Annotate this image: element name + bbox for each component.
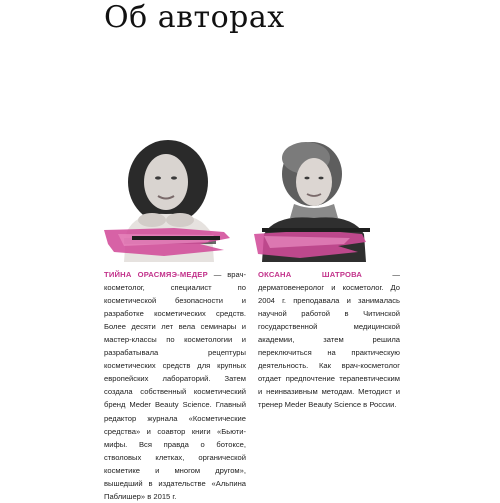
author-bio-orasmyae-meder xyxy=(104,268,246,503)
author-bio-shatrova xyxy=(258,268,400,412)
author-bio-text: — врач-косметолог, специалист по косметической безопасности и разработке косметических средств. Более десяти лет вела семинары и мастер-классы по косметологии и разрабатывала рецептуры косметических средств для крупных европейских лабораторий. Затем создала собственный косметический бренд Meder Beauty Science. Главный редактор журнала «Косметические средства» и соавтор книги «Бьюти-мифы. Вся правда о ботоксе, стволовых клетках, органической косметике и многом другом», вышедший в издательстве «Альпина Паблишер» в 2015 г. xyxy=(104,270,246,501)
author-name: ОКСАНА ШАТРОВА xyxy=(258,270,363,279)
author-name: ТИЙНА ОРАСМЯЭ-МЕДЕР xyxy=(104,270,208,279)
author-photo-orasmyae-meder xyxy=(104,134,244,262)
page-title: Об авторах xyxy=(104,0,285,35)
author-photo-shatrova xyxy=(254,134,394,262)
author-bio-text: — дерматовенеролог и косметолог. До 2004 г. преподавала и занималась научной работой в Читинской государственной медицинской академии, затем решила переключиться на практическую деятельность. Как врач-косметолог отдает предпочтение терапевтическим и неинвазивным методам. Методист и тренер Meder Beauty Science в России. xyxy=(258,270,400,410)
